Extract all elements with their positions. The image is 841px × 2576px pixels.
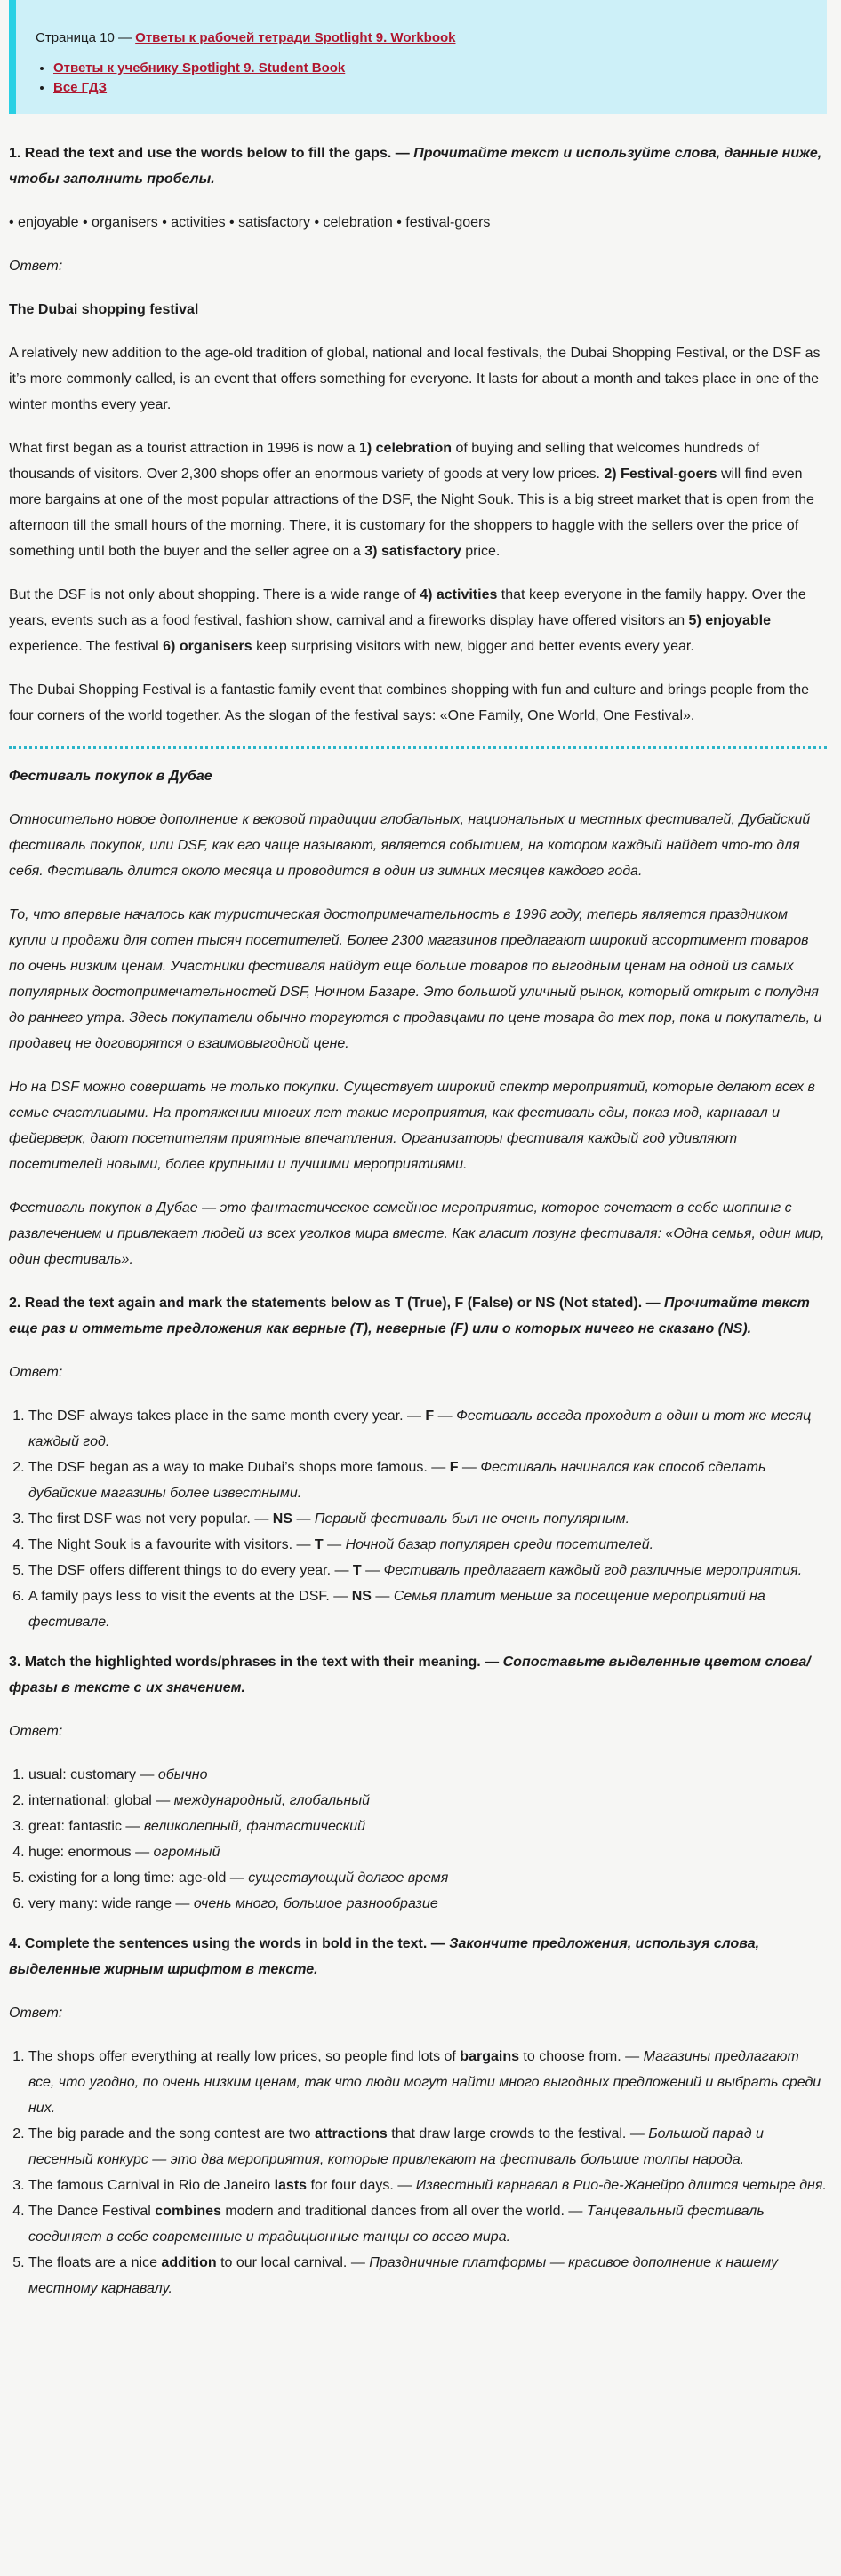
statement: The DSF always takes place in the same month every year. — bbox=[28, 1408, 426, 1424]
text-paragraph-1: A relatively new addition to the age-old tradition of global, national and local festivals, the Dubai Shopping Festival, or the DSF as it’s more commonly called, is an event that offers something for everyone. It lasts for about a month and takes place in one of the winter months every year. bbox=[9, 346, 821, 412]
text-fragment: price. bbox=[461, 544, 501, 559]
sentence-part: The Dance Festival bbox=[28, 2204, 156, 2219]
match-pair: existing for a long time: age-old — bbox=[28, 1870, 249, 1886]
answer-label: Ответ: bbox=[9, 259, 63, 274]
task-2-answers bbox=[9, 1403, 827, 1635]
sentence-translation: Танцевальный фестиваль соединяет в себе современные и традиционные танцы со всего мира. bbox=[28, 2204, 765, 2245]
list-item bbox=[28, 2198, 827, 2250]
answer-label: Ответ: bbox=[9, 1365, 63, 1380]
text-paragraph-2 bbox=[9, 435, 827, 564]
answer-word: 3) satisfactory bbox=[364, 544, 461, 559]
text-fragment: experience. The festival bbox=[9, 639, 164, 654]
sentence-part: to our local carnival. — bbox=[216, 2255, 370, 2270]
match-translation: огромный bbox=[153, 1845, 220, 1860]
answer-word: 4) activities bbox=[420, 587, 498, 602]
sentence-part: The shops offer everything at really low prices, so people find lots of bbox=[28, 2049, 461, 2064]
translation-paragraph-4: Фестиваль покупок в Дубае — это фантастическое семейное мероприятие, которое сочетает в себе шоппинг с развлечением и привлекает людей из всех уголков мира вместе. Как гласит лозунг фестиваля: «Одна семья, один мир, один фестиваль». bbox=[9, 1200, 825, 1267]
student-book-link[interactable]: Ответы к учебнику Spotlight 9. Student Book bbox=[53, 60, 346, 76]
list-item: 1. The DSF always takes place in the same month every year. — F — Фестиваль всегда проходит в один и тот же месяц каждый год. bbox=[28, 1403, 827, 1455]
task-4-heading bbox=[9, 1931, 827, 1982]
answer-word: lasts bbox=[274, 2178, 308, 2193]
list-item: 5. The DSF offers different things to do every year. — T — Фестиваль предлагает каждый год различные мероприятия. bbox=[28, 1558, 827, 1583]
statement-translation: Ночной базар популярен среди посетителей. bbox=[345, 1537, 654, 1552]
task-3-answers bbox=[9, 1762, 827, 1917]
list-item bbox=[28, 2173, 827, 2198]
sentence-part: for four days. — bbox=[307, 2178, 416, 2193]
list-item bbox=[28, 1891, 827, 1917]
dotted-divider bbox=[9, 746, 827, 749]
task-2-ru: Прочитайте текст еще раз и отметьте предложения как верные (T), неверные (F) или о которых ничего не сказано (NS). bbox=[9, 1296, 810, 1336]
task-4-en: 4. Complete the sentences using the words in bold in the text. — bbox=[9, 1936, 450, 1951]
task-3-heading bbox=[9, 1649, 827, 1701]
statement-translation: Фестиваль предлагает каждый год различные мероприятия. bbox=[383, 1563, 803, 1578]
match-translation: очень много, большое разнообразие bbox=[193, 1896, 438, 1911]
list-item bbox=[28, 2250, 827, 2301]
text-fragment: that keep everyone in the family happy. Over the years, events such as a food festival, fashion show, carnival and a fireworks display have offered visitors an bbox=[9, 587, 806, 628]
list-item bbox=[28, 2044, 827, 2121]
answer-word: 6) organisers bbox=[163, 639, 252, 654]
list-item bbox=[28, 1762, 827, 1788]
sentence-translation: Известный карнавал в Рио-де-Жанейро длится четыре дня. bbox=[415, 2178, 827, 2193]
list-item: 2. The DSF began as a way to make Dubai’s shops more famous. — F — Фестиваль начинался как способ сделать дубайские магазины более известными. bbox=[28, 1455, 827, 1506]
task-1-ru: Прочитайте текст и используйте слова, данные ниже, чтобы заполнить пробелы. bbox=[9, 146, 822, 187]
translation-paragraph-3: Но на DSF можно совершать не только покупки. Существует широкий спектр мероприятий, которые делают всех в семье счастливыми. На протяжении многих лет такие мероприятия, как фестиваль еды, показ мод, карнавал и фейерверк, дают посетителям приятные впечатления. Организаторы фестиваля каждый год удивляют посетителей новыми, более крупными и лучшими мероприятиями. bbox=[9, 1080, 815, 1172]
sentence-translation: Большой парад и песенный конкурс — это два мероприятия, которые привлекают на фестиваль большие толпы народа. bbox=[28, 2126, 764, 2167]
list-item bbox=[28, 1788, 827, 1814]
answer-mark: NS bbox=[351, 1589, 372, 1604]
answer-mark: F bbox=[425, 1408, 435, 1424]
answer-mark: T bbox=[314, 1537, 324, 1552]
answer-word: combines bbox=[155, 2204, 221, 2219]
task-4-answers bbox=[9, 2044, 827, 2301]
list-item: 3. The first DSF was not very popular. — NS — Первый фестиваль был не очень популярным. bbox=[28, 1506, 827, 1532]
match-pair: huge: enormous — bbox=[28, 1845, 154, 1860]
related-link-item bbox=[53, 78, 807, 98]
match-translation: существующий долгое время bbox=[248, 1870, 449, 1886]
statement-translation: Первый фестиваль был не очень популярным. bbox=[314, 1511, 630, 1527]
text-fragment: of buying and selling that welcomes hundreds of thousands of visitors. Over 2,300 shops offer an enormous variety of goods at very low prices. bbox=[9, 441, 760, 482]
sentence-part: The floats are a nice bbox=[28, 2255, 162, 2270]
statement-translation: Фестиваль начинался как способ сделать дубайские магазины более известными. bbox=[28, 1460, 766, 1501]
answer-mark: NS bbox=[272, 1511, 292, 1527]
answer-word: addition bbox=[161, 2255, 217, 2270]
page-number-label: Страница 10 — bbox=[36, 30, 136, 45]
answer-label: Ответ: bbox=[9, 2006, 63, 2021]
answer-word: attractions bbox=[315, 2126, 388, 2141]
translation-title: Фестиваль покупок в Дубае bbox=[9, 769, 212, 784]
text-paragraph-4: The Dubai Shopping Festival is a fantastic family event that combines shopping with fun and culture and brings people from the four corners of the world together. As the slogan of the festival says: «One Family, One World, One Festival». bbox=[9, 682, 810, 723]
translation-paragraph-2: То, что впервые началось как туристическая достопримечательность в 1996 году, теперь является праздником купли и продажи для сотен тысяч посетителей. Более 2300 магазинов предлагают широкий ассортимент товаров по очень низким ценам. Участники фестиваля найдут еще больше товаров по выгодным ценам на одной из самых популярных достопримечательностей DSF, Ночном Базаре. Это большой уличный рынок, который открыт с полудня до раннего утра. Здесь покупатели обычно торгуются с продавцами по цене товара до тех пор, пока и покупатель, и продавец не договорятся о взаимовыгодной цене. bbox=[9, 907, 822, 1051]
breadcrumb bbox=[36, 28, 807, 48]
match-pair: very many: wide range — bbox=[28, 1896, 194, 1911]
text-fragment: keep surprising visitors with new, bigger and better events every year. bbox=[252, 639, 694, 654]
list-item bbox=[28, 1839, 827, 1865]
all-gdz-link[interactable]: Все ГДЗ bbox=[53, 80, 108, 95]
answer-word: 1) celebration bbox=[358, 441, 453, 456]
task-1-en: 1. Read the text and use the words below to fill the gaps. — bbox=[9, 146, 414, 161]
translation-paragraph-1: Относительно новое дополнение к вековой традиции глобальных, национальных и местных фестивалей, Дубайский фестиваль покупок, или DSF, как его чаще называют, является событием, на котором каждый найдет что-то для себя. Фестиваль длится около месяца и проводится в один из зимних месяцев каждого года. bbox=[9, 812, 811, 879]
sentence-part: that draw large crowds to the festival. — bbox=[387, 2126, 649, 2141]
statement-translation: Фестиваль всегда проходит в один и тот же месяц каждый год. bbox=[28, 1408, 812, 1449]
statement: The Night Souk is a favourite with visitors. — bbox=[28, 1537, 315, 1552]
task-4-ru: Закончите предложения, используя слова, выделенные жирным шрифтом в тексте. bbox=[9, 1936, 760, 1977]
task-3-en: 3. Match the highlighted words/phrases in the text with their meaning. — bbox=[9, 1655, 503, 1670]
match-pair: great: fantastic — bbox=[28, 1819, 144, 1834]
text-paragraph-3 bbox=[9, 582, 827, 659]
statement: The DSF began as a way to make Dubai’s shops more famous. — bbox=[28, 1460, 450, 1475]
text-fragment: will find even more bargains at one of the most popular attractions of the DSF, the Night Souk. This is a big street market that is open from the afternoon till the small hours of the morning. There, it is customary for the shoppers to haggle with the sellers over the price of something until both the buyer and the seller agree on a bbox=[9, 467, 814, 559]
answer-word: bargains bbox=[460, 2049, 519, 2064]
match-translation: международный, глобальный bbox=[173, 1793, 370, 1808]
answer-mark: F bbox=[449, 1460, 459, 1475]
task-2-heading bbox=[9, 1290, 827, 1342]
sentence-part: modern and traditional dances from all over the world. — bbox=[220, 2204, 587, 2219]
related-links bbox=[36, 59, 807, 98]
answer-word: 2) Festival-goers bbox=[604, 467, 717, 482]
task-3-ru: Сопоставьте выделенные цветом слова/фразы в тексте с их значением. bbox=[9, 1655, 811, 1695]
statement: A family pays less to visit the events at the DSF. — bbox=[28, 1589, 352, 1604]
answer-label: Ответ: bbox=[9, 1724, 63, 1739]
task-2-en: 2. Read the text again and mark the statements below as T (True), F (False) or NS (Not stated). — bbox=[9, 1296, 665, 1311]
list-item bbox=[28, 1865, 827, 1891]
list-item bbox=[28, 1814, 827, 1839]
text-fragment: But the DSF is not only about shopping. There is a wide range of bbox=[9, 587, 420, 602]
statement: The first DSF was not very popular. — bbox=[28, 1511, 273, 1527]
list-item bbox=[28, 2121, 827, 2173]
word-list: • enjoyable • organisers • activities • satisfactory • celebration • festival-goers bbox=[9, 215, 491, 230]
match-translation: великолепный, фантастический bbox=[143, 1819, 366, 1834]
list-item: 4. The Night Souk is a favourite with visitors. — T — Ночной базар популярен среди посетителей. bbox=[28, 1532, 827, 1558]
list-item: 6. A family pays less to visit the events at the DSF. — NS — Семья платит меньше за посещение мероприятий на фестивале. bbox=[28, 1583, 827, 1635]
statement: The DSF offers different things to do every year. — bbox=[28, 1563, 353, 1578]
sentence-part: The famous Carnival in Rio de Janeiro bbox=[28, 2178, 275, 2193]
sentence-translation: Праздничные платформы — красивое дополнение к нашему местному карнавалу. bbox=[28, 2255, 779, 2296]
match-translation: обычно bbox=[157, 1767, 208, 1782]
sentence-translation: Магазины предлагают все, что угодно, по очень низким ценам, так что люди могут найти много выгодных предложений и выбрать среди них. bbox=[28, 2049, 821, 2116]
task-1-heading bbox=[9, 140, 827, 192]
answer-mark: T bbox=[352, 1563, 362, 1578]
sentence-part: The big parade and the song contest are two bbox=[28, 2126, 315, 2141]
sentence-part: to choose from. — bbox=[518, 2049, 644, 2064]
match-pair: international: global — bbox=[28, 1793, 174, 1808]
answer-word: 5) enjoyable bbox=[688, 613, 772, 628]
navigation-box bbox=[9, 0, 827, 114]
workbook-link[interactable]: Ответы к рабочей тетради Spotlight 9. Workbook bbox=[135, 30, 456, 45]
statement-translation: Семья платит меньше за посещение мероприятий на фестивале. bbox=[28, 1589, 765, 1630]
text-title: The Dubai shopping festival bbox=[9, 302, 199, 317]
related-link-item bbox=[53, 59, 807, 78]
text-fragment: What first began as a tourist attraction in 1996 is now a bbox=[9, 441, 359, 456]
match-pair: usual: customary — bbox=[28, 1767, 158, 1782]
